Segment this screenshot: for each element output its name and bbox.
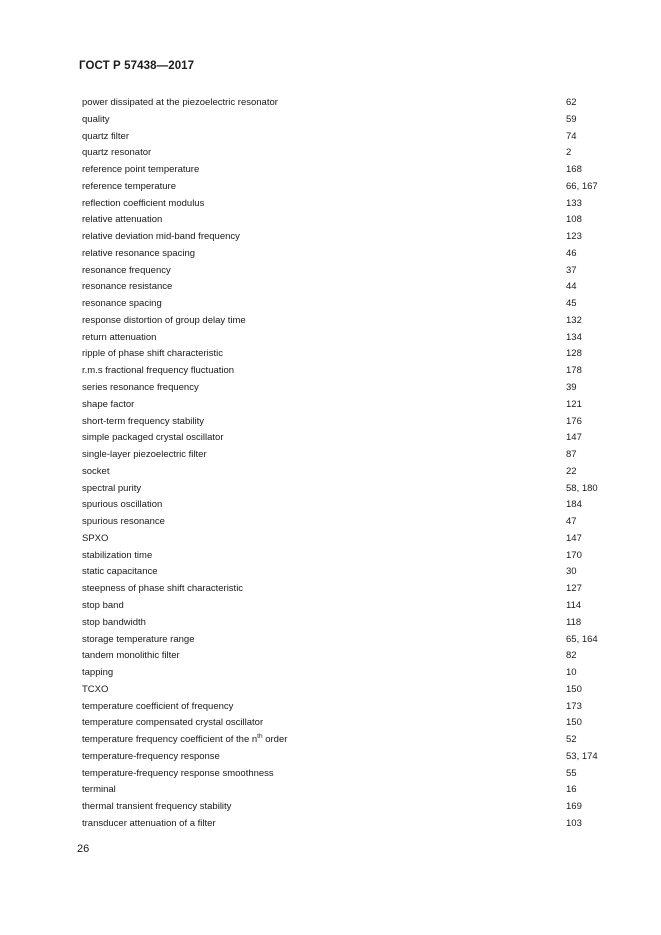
index-reference: 10 [566,667,577,679]
index-entry [82,799,622,816]
index-term-text: quartz filter [82,130,129,142]
index-entry [82,816,622,833]
index-term [82,749,220,766]
index-term-text: temperature compensated crystal oscillator [82,717,264,729]
index-term [82,799,231,816]
index-reference: 52 [566,734,577,746]
index-reference: 22 [566,465,577,477]
index-term-text: relative attenuation [82,214,163,226]
index-term [82,632,194,649]
index-reference: 114 [566,599,582,611]
index-entry [82,682,622,699]
index-term [82,682,108,699]
index-reference: 147 [566,532,582,544]
index-term [82,548,152,565]
index-entry [82,229,622,246]
index-entry [82,246,622,263]
index-term [82,112,109,129]
index-term-text: stop band [82,599,124,611]
index-term [82,665,113,682]
index-reference: 178 [566,365,582,377]
index-term-text: temperature-frequency response smoothness [82,767,274,779]
index-term-text: ripple of phase shift characteristic [82,348,223,360]
index-reference: 37 [566,264,577,276]
index-reference: 184 [566,499,582,511]
index-reference: 58, 180 [566,482,598,494]
index-reference: 173 [566,700,582,712]
index-term [82,464,109,481]
index-entry [82,179,622,196]
index-entry [82,430,622,447]
index-entry [82,732,622,749]
index-reference: 59 [566,113,577,125]
index-entry [82,196,622,213]
index-reference: 2 [566,147,572,159]
index-term-text: spurious resonance [82,516,165,528]
index-reference: 39 [566,382,577,394]
index-entry [82,279,622,296]
index-entry [82,615,622,632]
index-entry [82,129,622,146]
index-term-text: relative deviation mid-band frequency [82,231,240,243]
index-term-text: reference point temperature [82,164,200,176]
index-term-text: stabilization time [82,549,153,561]
index-reference: 47 [566,516,577,528]
index-reference: 46 [566,247,577,259]
index-term [82,229,240,246]
index-entry [82,397,622,414]
index-term-text: temperature coefficient of frequency [82,700,234,712]
index-entry [82,145,622,162]
index-entry [82,665,622,682]
index-reference: 103 [566,817,582,829]
index-reference: 176 [566,415,582,427]
index-term [82,732,287,749]
index-entry [82,581,622,598]
index-term-text: socket [82,465,110,477]
index-reference: 128 [566,348,582,360]
index-entry [82,699,622,716]
index-entry [82,766,622,783]
index-entry [82,112,622,129]
index-entry [82,380,622,397]
index-reference: 168 [566,164,582,176]
index-term [82,615,146,632]
index-term [82,430,224,447]
index-term-text: storage temperature range [82,633,195,645]
index-term [82,129,129,146]
index-term-text: r.m.s fractional frequency fluctuation [82,365,235,377]
index-term [82,212,162,229]
index-entry [82,564,622,581]
index-term [82,363,234,380]
index-term [82,346,223,363]
index-entry [82,598,622,615]
index-term-text: resonance resistance [82,281,173,293]
index-entry [82,464,622,481]
index-term [82,531,108,548]
index-term [82,782,116,799]
index-entry [82,648,622,665]
index-term [82,313,246,330]
index-term-text: stop bandwidth [82,616,146,628]
index-term [82,766,274,783]
index-reference: 16 [566,784,577,796]
index-term-text: simple packaged crystal oscillator [82,432,224,444]
index-term-text: tandem monolithic filter [82,650,180,662]
index-term-text: resonance spacing [82,298,162,310]
index-entry [82,330,622,347]
index-reference: 30 [566,566,577,578]
index-term-text: SPXO [82,532,109,544]
index-term-text: quality [82,113,110,125]
index-term-text: short-term frequency stability [82,415,204,427]
index-list [82,95,622,833]
index-term [82,715,263,732]
index-term [82,246,195,263]
index-reference: 127 [566,583,582,595]
index-term [82,279,172,296]
index-term [82,648,180,665]
index-term [82,380,199,397]
index-entry [82,263,622,280]
index-reference: 169 [566,801,582,813]
index-term-text: thermal transient frequency stability [82,801,232,813]
index-term [82,564,158,581]
index-term [82,145,151,162]
index-entry [82,95,622,112]
index-term-text: power dissipated at the piezoelectric resonator [82,97,278,108]
index-term [82,581,243,598]
index-term [82,598,124,615]
index-term-text: reference temperature [82,180,176,192]
index-entry [82,414,622,431]
index-reference: 170 [566,549,582,561]
index-reference: 66, 167 [566,180,598,192]
index-term-suffix: order [262,734,288,746]
index-term-text: static capacitance [82,566,158,578]
index-reference: 108 [566,214,582,226]
index-entry [82,782,622,799]
index-reference: 45 [566,298,577,310]
index-reference: 118 [566,616,582,628]
index-term [82,196,204,213]
index-reference: 121 [566,398,582,410]
page-number: 26 [77,843,90,855]
index-entry [82,212,622,229]
index-reference: 55 [566,767,577,779]
index-term [82,414,204,431]
index-reference: 134 [566,331,582,343]
index-reference: 87 [566,449,577,461]
index-term-text: transducer attenuation of a filter [82,817,216,829]
index-term-text: tapping [82,667,114,679]
index-reference: 133 [566,197,582,209]
index-entry [82,481,622,498]
index-reference: 74 [566,130,577,142]
index-term-text: steepness of phase shift characteristic [82,583,244,595]
index-entry [82,632,622,649]
index-term [82,162,199,179]
index-term-text: spectral purity [82,482,142,494]
index-reference: 62 [566,97,577,108]
index-reference: 44 [566,281,577,293]
index-term [82,514,165,531]
index-term-text: shape factor [82,398,135,410]
index-entry [82,363,622,380]
index-term [82,296,162,313]
index-term-text: relative resonance spacing [82,247,196,259]
document-header: ГОСТ Р 57438—2017 [79,60,195,72]
index-reference: 147 [566,432,582,444]
index-entry [82,531,622,548]
index-term [82,497,162,514]
index-reference: 150 [566,683,582,695]
index-entry [82,162,622,179]
index-term [82,699,233,716]
index-entry [82,346,622,363]
index-term [82,263,171,280]
index-term-text: quartz resonator [82,147,152,159]
index-entry [82,749,622,766]
index-term-text: temperature frequency coefficient of the n [82,734,258,746]
index-term [82,95,278,112]
index-entry [82,548,622,565]
index-entry [82,715,622,732]
index-term-text: spurious oscillation [82,499,163,511]
index-term [82,447,207,464]
index-term-text: series resonance frequency [82,382,199,394]
index-term [82,179,176,196]
index-term-text: resonance frequency [82,264,171,276]
index-term [82,816,216,833]
index-reference: 123 [566,231,582,243]
index-entry [82,313,622,330]
index-reference: 65, 164 [566,633,598,645]
index-term-text: reflection coefficient modulus [82,197,205,209]
index-reference: 150 [566,717,582,729]
index-term-text: return attenuation [82,331,157,343]
index-term-text: temperature-frequency response [82,750,220,762]
index-term-text: single-layer piezoelectric filter [82,449,207,461]
index-term-text: response distortion of group delay time [82,314,246,326]
index-term-text: terminal [82,784,116,796]
index-entry [82,447,622,464]
index-entry [82,497,622,514]
index-term-text: TCXO [82,683,109,695]
index-entry [82,296,622,313]
index-reference: 82 [566,650,577,662]
index-term [82,397,134,414]
index-term [82,481,141,498]
index-reference: 132 [566,314,582,326]
index-term-superscript: th [257,733,263,741]
index-term [82,330,156,347]
index-entry [82,514,622,531]
index-reference: 53, 174 [566,750,598,762]
